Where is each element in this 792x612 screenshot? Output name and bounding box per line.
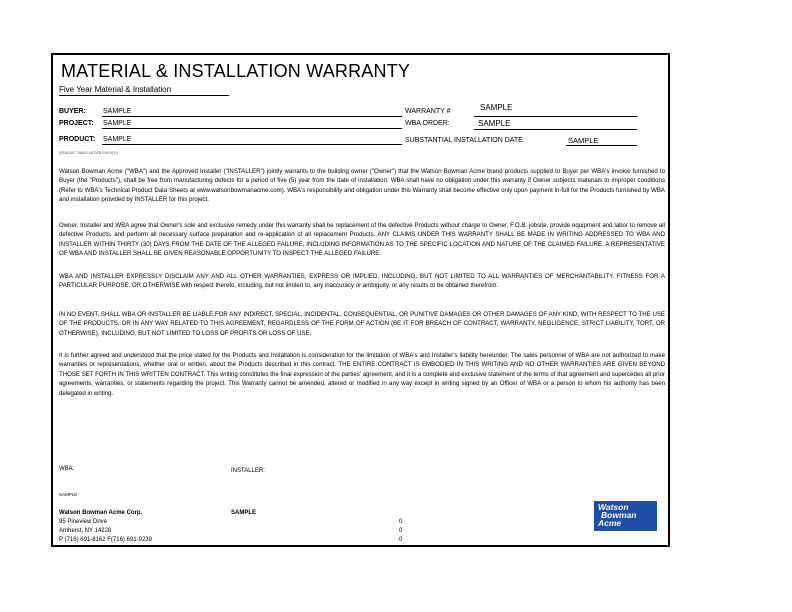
company-street: 95 Pineview Drive [59, 519, 108, 525]
install-date-underline [566, 145, 637, 146]
order-value: SAMPLE [478, 119, 511, 128]
paragraph-warranty-terms: Watson Bowman Acme ("WBA") and the Approved Installer ("INSTALLER") jointly warrants to the building owner ("Owner") that the Watson Bowman Acme brand products supplied to Buyer per WBA's invoice furnished to Buyer (the "Products"), shall be free from manufacturing defects for a period of five (5) year from the date of installation. WBA shall have no obligation under this warranty if Owner subjects materials to improper conditions (Refer to WBA's Technical Product Data Sheets at www.watsonbowmanacme.com). WBA's responsibility and obligation under this Warranty shall become effective only upon payment in-full for the Products furnished by WBA and installation provided by INSTALLER for this project. [59, 168, 665, 204]
warranty-underline [474, 116, 637, 117]
sealant-note: (SEALANT TABLE AS PER INVOICE) [59, 151, 118, 155]
project-underline [102, 128, 402, 129]
install-date-label: SUBSTANTIAL INSTALLATION DATE: [405, 137, 525, 144]
product-value: SAMPLE [103, 136, 132, 143]
installer-signature-label: INSTALLER: [231, 468, 265, 474]
installer-sample-name: SAMPLE [231, 510, 257, 516]
project-value: SAMPLE [103, 120, 132, 127]
page-title: MATERIAL & INSTALLATION WARRANTY [61, 61, 411, 81]
buyer-value: SAMPLE [103, 108, 132, 115]
company-phone: P (716) 691-8162 F(716) 691-9239 [59, 537, 152, 543]
buyer-underline [102, 116, 402, 117]
order-label: WBA ORDER: [405, 120, 450, 127]
paragraph-agreement: It is further agreed and understood that the price stated for the Products and Installation is consideration for the limitation of WBA's and Installer's liability hereunder. The sales personnel of WBA are not authorized to make warranties or representations, whether oral or written, about the Products described in this contract. THE ENTIRE CONTRACT IS EMBODIED IN THIS WRITING AND NO OTHER WARRANTIES ARE GIVEN BEYOND THOSE SET FORTH IN THIS WRITTEN CONTRACT. This writing constitutes the final expression of the parties' agreement, and it is a complete and exclusive statement of the terms of that agreement and supercedes all prior agreements, warranties, or statements regarding the project. This Warranty cannot be amended, altered or modified in any way except in writing signed by an Officer of WBA or a person to whom his authority has been delegated in writing. [59, 352, 665, 397]
wba-sample-signature: SAMPLE [59, 492, 78, 497]
paragraph-remedy: Owner, Installer and WBA agree that Owner's sole and exclusive remedy under this warranty shall be replacement of the defective Products without charge to Owner, F.O.B. jobsite, provide equipment and labor to remove all defective Products, and perform all necessary surface preparation and re-application of all replacement Products. ANY CLAIMS UNDER THIS WARRANTY SHALL BE MADE IN WRITING ADDRESSED TO WBA AND INSTALLER WITHIN THIRTY (30) DAYS FROM THE DATE OF THE ALLEGED FAILURE, INCLUDING INFORMATION AS TO THE SPECIFIC LOCATION AND NATURE OF THE CLAIMED FAILURE. A REPRESENTATIVE OF WBA AND INSTALLER SHALL BE GIVEN REASONABLE OPPORTUNITY TO INSPECT THE ALLEGED FAILURE. [59, 222, 665, 258]
order-underline [474, 129, 637, 130]
wba-signature-label: WBA: [59, 466, 75, 472]
warranty-subtitle: Five Year Material & Installation [59, 85, 229, 96]
watson-bowman-acme-logo [594, 501, 657, 531]
project-label: PROJECT: [59, 120, 94, 127]
product-label: PRODUCT: [59, 136, 96, 143]
company-city: Amherst, NY 14228 [59, 528, 112, 534]
logo-line-2: Bowman [601, 510, 637, 520]
installer-phone: 0 [399, 537, 403, 543]
installer-city: 0 [399, 528, 403, 534]
install-date-value: SAMPLE [568, 136, 599, 145]
product-underline [102, 144, 402, 145]
warranty-number-label: WARRANTY # [405, 108, 451, 115]
logo-line-1: Watson [598, 502, 629, 512]
installer-street: 0 [399, 519, 403, 525]
paragraph-liability: IN NO EVENT, SHALL WBA OR INSTALLER BE LIABLE FOR ANY INDIRECT, SPECIAL, INCIDENTAL, CONSEQUENTIAL, OR PUNITIVE DAMAGES OR OTHER DAMAGES OF ANY KIND, WITH RESPECT TO THE USE OF THE PRODUCTS, OR IN ANY WAY RELATED TO THIS AGREEMENT, REGARDLESS OF THE FORM OF ACTION (BE IT FOR BREACH OF CONTRACT, WARRANTY, NEGLIGENCE, STRICT LIABILITY, TORT, OR OTHERWISE), INCLUDING, BUT NOT LIMITED TO LOSS OF PROFITS OR LOSS OF USE. [59, 311, 665, 337]
paragraph-disclaimer: WBA AND INSTALLER EXPRESSLY DISCLAIM ANY AND ALL OTHER WARRANTIES, EXPRESS OR IMPLIED, INCLUDING, BUT NOT LIMITED TO ALL WARRANTIES OF MERCHANTABILITY, FITNESS FOR A PARTICULAR PURPOSE, OR OTHERWISE with respect thereto, including, but not limited to, any inaccuracy or ambiguity, or any results to be obtained therefrom. [59, 273, 665, 290]
warranty-number-value: SAMPLE [480, 103, 513, 112]
logo-line-3: Acme [598, 518, 622, 528]
company-name: Watson Bowman Acme Corp. [59, 510, 143, 516]
buyer-label: BUYER: [59, 108, 86, 115]
